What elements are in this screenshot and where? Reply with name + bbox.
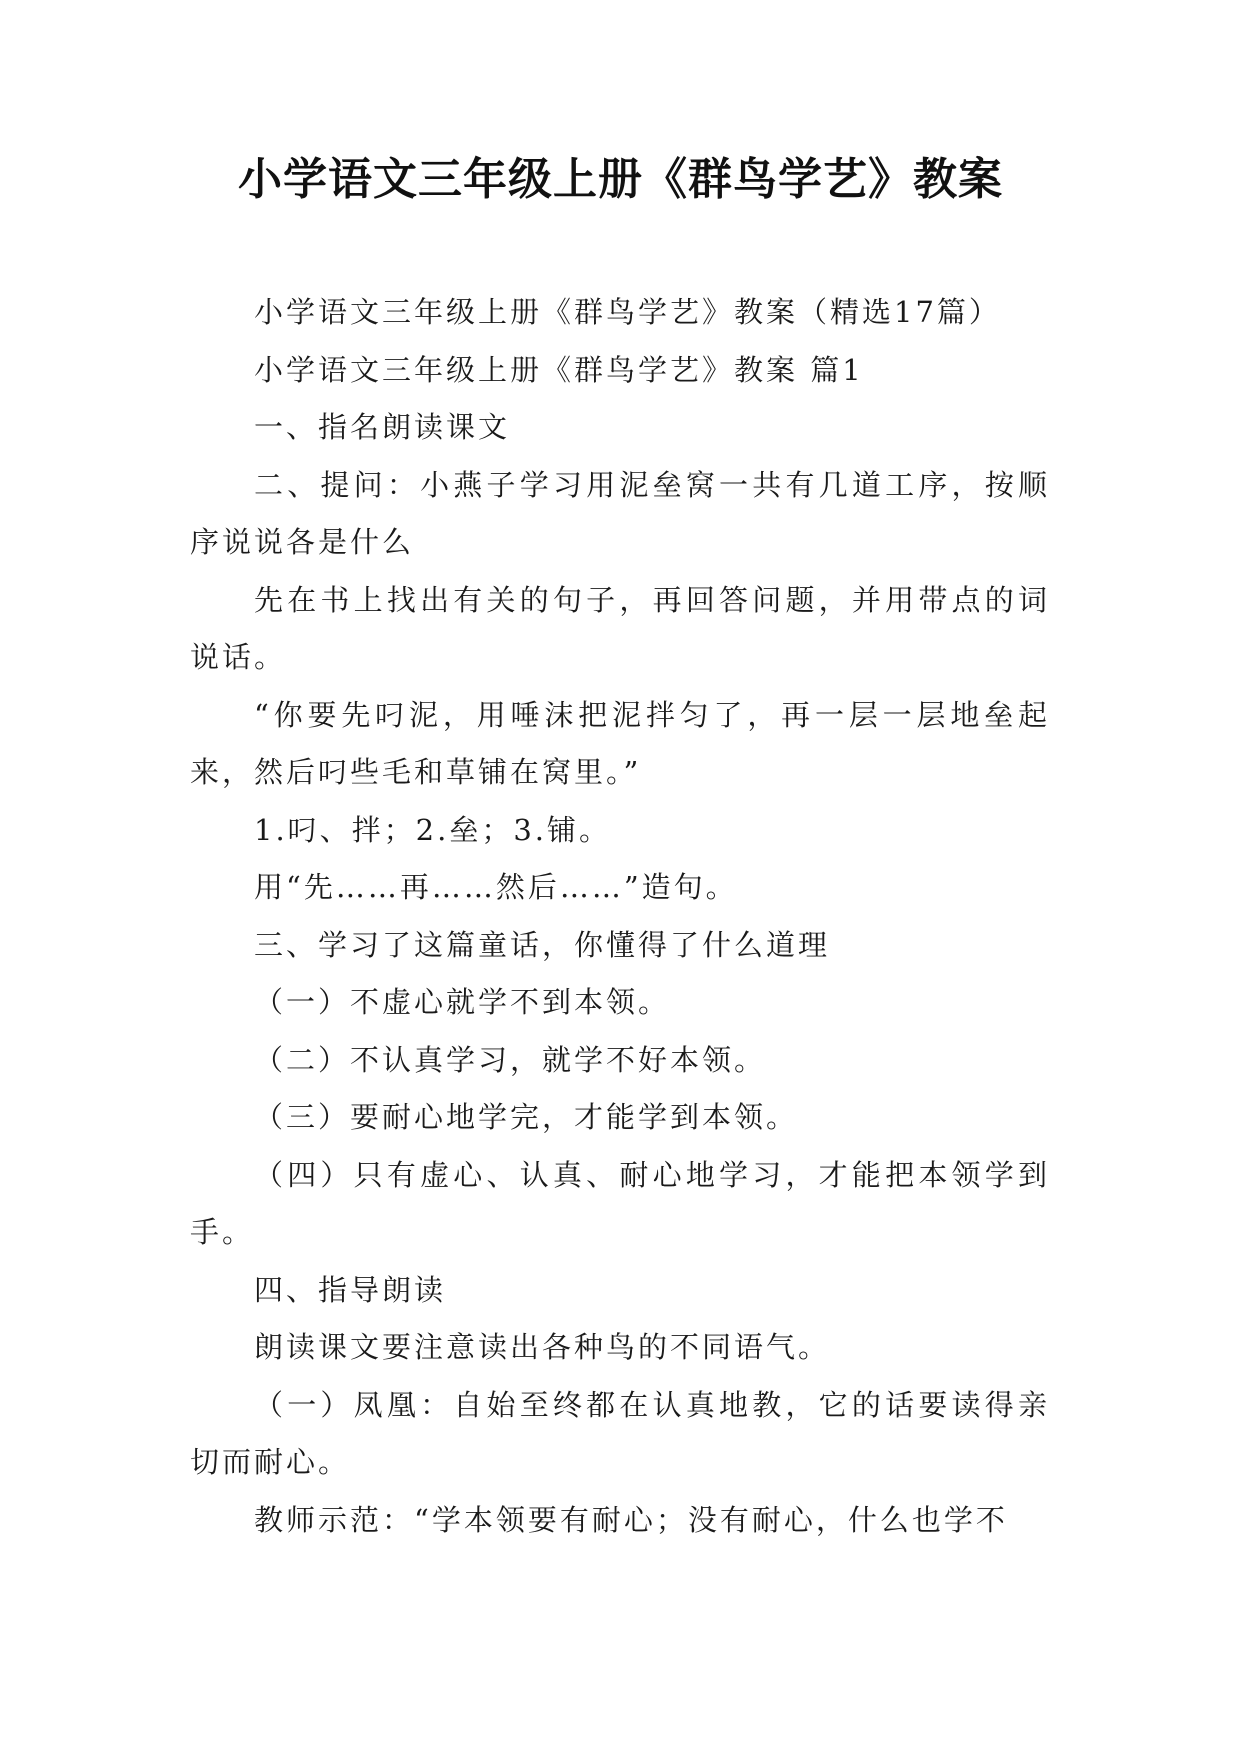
paragraph: （四）只有虚心、认真、耐心地学习，才能把本领学到手。: [190, 1157, 1050, 1249]
paragraph: 小学语文三年级上册《群鸟学艺》教案 篇1: [254, 352, 864, 387]
paragraph: （一）凤凰：自始至终都在认真地教，它的话要读得亲切而耐心。: [190, 1387, 1050, 1479]
document-title: 小学语文三年级上册《群鸟学艺》教案: [238, 154, 1003, 205]
paragraph: 用“先……再……然后……”造句。: [254, 870, 738, 904]
paragraph: “你要先叼泥，用唾沫把泥拌匀了，再一层一层地垒起来，然后叼些毛和草铺在窝里。”: [190, 697, 1050, 789]
document-body: [190, 284, 1050, 1549]
paragraph: 三、学习了这篇童话，你懂得了什么道理: [254, 927, 831, 962]
paragraph: 一、指名朗读课文: [254, 410, 511, 444]
paragraph: 教师示范：“学本领要有耐心；没有耐心，什么也学不: [254, 1502, 1008, 1537]
paragraph: 小学语文三年级上册《群鸟学艺》教案（精选17篇）: [254, 295, 1001, 329]
paragraph: 先在书上找出有关的句子，再回答问题，并用带点的词说话。: [190, 582, 1050, 674]
paragraph: （二）不认真学习，就学不好本领。: [254, 1042, 767, 1077]
paragraph: 朗读课文要注意读出各种鸟的不同语气。: [254, 1330, 831, 1364]
paragraph: （一）不虚心就学不到本领。: [254, 985, 671, 1019]
paragraph: 四、指导朗读: [254, 1272, 447, 1307]
paragraph: （三）要耐心地学完，才能学到本领。: [254, 1100, 799, 1134]
paragraph: 二、提问：小燕子学习用泥垒窝一共有几道工序，按顺序说说各是什么: [190, 467, 1050, 559]
paragraph: 1.叼、拌；2.垒；3.铺。: [254, 812, 612, 847]
